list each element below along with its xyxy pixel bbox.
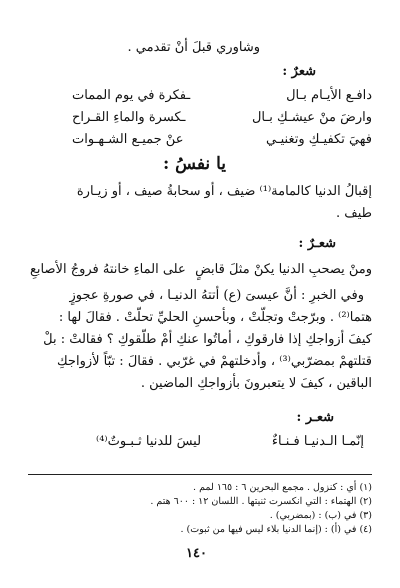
para2-line3: كيفَ أزواجكِ إذا فارقوكِ ، أماتُوا عنكِ أمْ طلّقوكِ ؟ فقالتْ : بلْ <box>43 332 372 347</box>
poem2-verse-right: ومنْ يصحبِ الدنيا يكنْ مثلَ قابضٍ <box>195 262 372 277</box>
footnote-divider <box>28 474 372 475</box>
para1-line2: طيف . <box>336 206 372 221</box>
para2-line1: وفي الخبرِ : أنَّ عيسىَ (ع) أتتهُ الدنيـا ، في صورةِ عجوزٍ <box>69 288 364 303</box>
poem1-verse3-left: عنْ جميـع الشـهـوات <box>72 132 184 147</box>
poem3-label: شعـر : <box>296 410 334 425</box>
para2-line4: قتلتهمْ بمضرّبي⁽³⁾ ، وأدخلتهمْ في غرّبي . فقالَ : تبّاً لأزواجكِ <box>56 354 372 369</box>
footnote-2: (٢) الهتماء : التي انكسرت ثنيتها . اللسان ١٢ : ٦٠٠ هتم . <box>150 496 372 507</box>
section-heading: يا نفسُ : <box>162 154 226 174</box>
poem3-verse-right: إنّمـا الـدنيـا فـنـاءٌ <box>271 434 364 449</box>
poem1-label: شعرٌ : <box>282 64 316 79</box>
poem2-label: شعـرٌ : <box>298 236 336 251</box>
para1-line1: إقبالُ الدنيا كالمامة⁽¹⁾ ضيف ، أو سحابةُ صيف ، أو زيـارة <box>76 184 372 199</box>
poem1-verse3-right: فهيَ تكفيـكِ وتغنيـي <box>265 132 372 147</box>
poem3-verse-left: ليسَ للدنيا ثـبـوتٌ⁽⁴⁾ <box>96 434 202 449</box>
top-line: وشاوري قبلَ أنْ تقدمي . <box>127 40 260 55</box>
poem1-verse2-left: ـكسرة والماءِ القـراح <box>72 110 186 125</box>
para2-line2: هتما⁽²⁾ . وبرّجتْ وتجلّتْ ، وبأحسنِ الحليِّ تحلّتْ . فقالَ لها : <box>58 310 372 325</box>
poem1-verse2-right: وارضَ منْ عيشـكِ بـال <box>251 110 372 125</box>
poem1-verse1-right: دافـع الأيـام بـال <box>286 88 372 103</box>
page-number: ١٤٠ <box>186 546 207 561</box>
para2-line5: الباقين ، كيفَ لا يتعبرونَ بأزواجكِ الماضين . <box>140 376 372 391</box>
footnote-3: (٣) في (ب) : (بمضربي) . <box>269 510 372 521</box>
poem1-verse1-left: ـفكرة في يوم الممات <box>72 88 191 103</box>
poem2-verse-left: على الماءِ خانتهُ فروجُ الأصابعِ <box>30 262 186 277</box>
footnote-1: (١) أي : كنزول . مجمع البحرين ٦ : ١٦٥ لمم . <box>193 482 372 493</box>
footnote-4: (٤) في (أ) : (إنما الدنيا بلاء ليس فيها من ثبوت) . <box>180 524 372 535</box>
